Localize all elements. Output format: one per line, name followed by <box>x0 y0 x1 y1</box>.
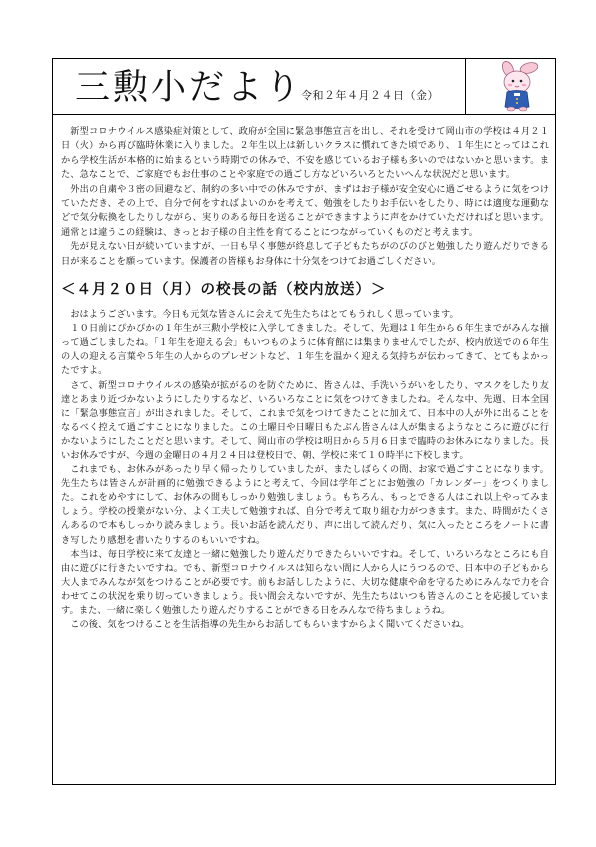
issue-date: 令和２年４月２４日（金） <box>301 89 439 102</box>
talk-paragraph: おはようございます。今日も元気な皆さんに会えて先生たちはとてもうれしく思っています。 <box>70 309 459 321</box>
talk-paragraph: 本当は、毎日学校に来て友達と一緒に勉強したり遊んだりできたらいいですね。そして、いろいろなところにも自由に遊びに行きたいですね。でも、新型コロナウイルスは知らない間に人から人にうつるので、日本中の子どもから大人までみんなが気をつけることが必要です。前もお話ししたように、大切な健康や命を守るためにみんなで力を合わせてこの状況を乗り切っていきましょう。長い間会えないですが、先生たちはいつも皆さんのことを応援しています。また、一緒に楽しく勉強したり遊んだりすることができる日をみんなで待ちましょうね。 <box>61 548 549 617</box>
newsletter-page <box>52 58 556 785</box>
intro-paragraph: 新型コロナウイルス感染症対策として、政府が全国に緊急事態宣言を出し、それを受けて岡山市の学校は４月２１日（火）から再び臨時休業に入りました。２年生以上は新しいクラスに慣れてきた頃であり、１年生にとってはこれから学校生活が本格的に始まるという時期での休みで、不安を感じているお子様も多いのではないかと思います。また、急なことで、ご家庭でもお仕事のことや家庭での過ごし方などいろいろとたいへんな状況だと思います。 <box>61 126 549 181</box>
talk-paragraph: １０日前にぴかぴかの１年生が三勲小学校に入学してきました。そして、先週は１年生から６年生までがみんな揃って過ごしましたね。「１年生を迎える会」もいつものように体育館には集まりませんでしたが、校内放送での６年生の人の迎える言葉や５年生の人からのプレゼントなど、１年生を温かく迎える気持ちが伝わってきて、とてもよかったですよ。 <box>61 323 549 377</box>
intro-section <box>61 125 549 269</box>
mascot-illustration <box>489 61 547 113</box>
talk-paragraph: これまでも、お休みがあったり早く帰ったりしていましたが、またしばらくの間、お家で過ごすことになります。先生たちは皆さんが計画的に勉強できるようにと考えて、今回は学年ごとにお勉強の「カレンダー」をつくりました。これをめやすにして、お休みの間もしっかり勉強しましょう。もちろん、もっとできる人はこれ以上やってみましょう。学校の授業がない分、よく工夫して勉強すれば、自分で考えて取り組む力がつきます。また、時間がたくさんあるので本もしっかり読みましょう。長いお話を読んだり、声に出して読んだり、気に入ったところをノートに書き写したり感想を書いたりするのもいいですね。 <box>61 464 549 546</box>
talk-paragraph: さて、新型コロナウイルスの感染が拡がるのを防ぐために、皆さんは、手洗いうがいをしたり、マスクをしたり友達とあまり近づかないようにしたりするなど、いろいろなことに気をつけてきましたね。そんな中、先週、日本全国に「緊急事態宣言」が出されました。そして、これまで気をつけてきたことに加えて、日本中の人が外に出ることをなるべく控えて過ごすことになりました。この土曜日や日曜日もたぶん皆さんは人が集まるようなところに遊びに行かないようにしたことだと思います。そして、岡山市の学校は明日から５月６日まで臨時のお休みになりました。長いお休みですが、今週の金曜日の４月２４日は登校日で、朝、学校に来て１０時半に下校します。 <box>61 379 549 461</box>
header <box>53 59 555 115</box>
header-divider <box>465 59 466 115</box>
newsletter-title: 三勲小だより <box>75 68 304 108</box>
principal-talk-section <box>61 308 549 632</box>
section-heading: ＜４月２０日（月）の校長の話（校内放送）＞ <box>61 282 387 299</box>
newsletter-body <box>61 125 549 632</box>
intro-paragraph: 外出の自粛や３密の回避など、制約の多い中での休みですが、まずはお子様が安全安心に過ごせるように気をつけていただき、その上で、自分で何をすればよいのかを考えて、勉強をしたりお手伝いをしたり、時には適度な運動などで気分転換をしたりしながら、実りのある毎日を送ることができますように声をかけていただければと思います。通常とは違うこの経験は、きっとお子様の自主性を育てることにつながっていくものだと考えます。 <box>61 183 549 238</box>
talk-paragraph: この後、気をつけることを生活指導の先生からお話してもらいますからよく聞いてくださいね。 <box>70 619 470 631</box>
intro-paragraph: 先が見えない日が続いていますが、一日も早く事態が終息して子どもたちがのびのびと勉強したり遊んだりできる日が来ることを願っています。保護者の皆様もお身体に十分気をつけてお過ごしください。 <box>61 241 549 267</box>
